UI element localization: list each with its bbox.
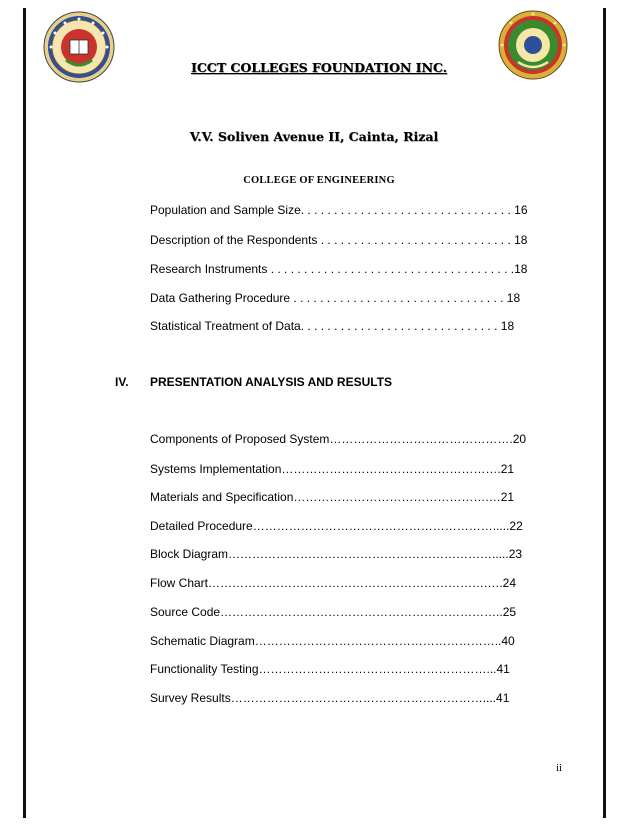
section-title[interactable]: PRESENTATION ANALYSIS AND RESULTS bbox=[150, 375, 393, 389]
toc-entry[interactable]: Population and Sample Size. . . . . . . . . . . . . . . . . . . . . . . . . . . . . . . . 16 bbox=[150, 203, 528, 217]
toc-entry[interactable]: Systems Implementation……………………………………………….21 bbox=[150, 462, 515, 476]
toc-entry[interactable]: Schematic Diagram……………………………………………………..40 bbox=[150, 634, 515, 648]
toc-entry[interactable]: Detailed Procedure…………………………………………………….....22 bbox=[150, 519, 523, 533]
toc-entry[interactable]: Description of the Respondents . . . . . . . . . . . . . . . . . . . . . . . . . . . . . 18 bbox=[150, 233, 528, 247]
college-name: COLLEGE OF ENGINEERING bbox=[243, 175, 395, 186]
toc-entry[interactable]: Materials and Specification………………………………………….…21 bbox=[150, 490, 515, 504]
toc-entry[interactable]: Data Gathering Procedure . . . . . . . . . . . . . . . . . . . . . . . . . . . . . . . . 18 bbox=[150, 291, 521, 305]
page-number: ii bbox=[556, 762, 563, 774]
toc-entry[interactable]: Source Code……………………………………………………………..25 bbox=[150, 605, 517, 619]
toc-entry[interactable]: Block Diagram………………………………………………………….....23 bbox=[150, 547, 523, 561]
school-name: ICCT COLLEGES FOUNDATION INC. bbox=[190, 60, 448, 75]
toc-entry[interactable]: Statistical Treatment of Data. . . . . . . . . . . . . . . . . . . . . . . . . . . . . . 18 bbox=[150, 319, 515, 333]
toc-entry[interactable]: Components of Proposed System……………………………………….20 bbox=[150, 432, 527, 446]
toc-entry[interactable]: Research Instruments . . . . . . . . . . . . . . . . . . . . . . . . . . . . . . . . . . . . .18 bbox=[150, 262, 528, 276]
section-number: IV. bbox=[115, 375, 129, 389]
toc-entry[interactable]: Functionality Testing…………………………………………………...41 bbox=[150, 662, 510, 676]
toc-entry[interactable]: Survey Results………………………………………………………....41 bbox=[150, 691, 510, 705]
school-address: V.V. Soliven Avenue II, Cainta, Rizal bbox=[189, 129, 439, 144]
toc-entry[interactable]: Flow Chart…………………………………………………………….….24 bbox=[150, 576, 517, 590]
